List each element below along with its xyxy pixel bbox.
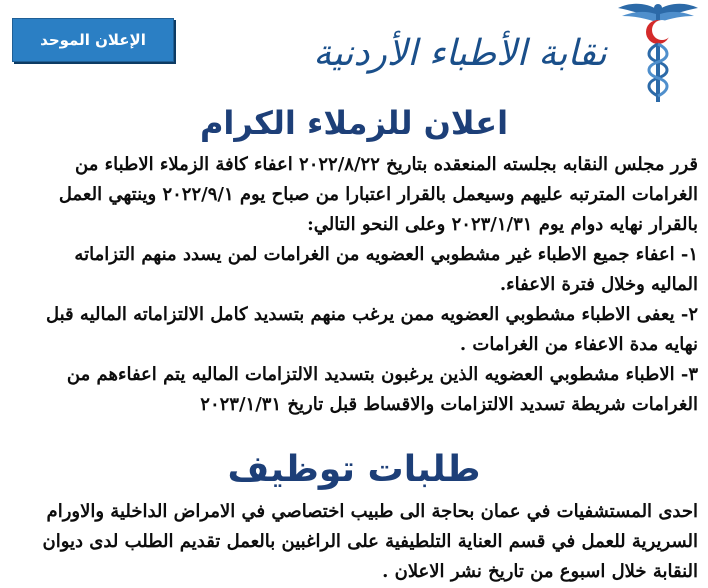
- header-banner: [12, 18, 174, 62]
- notice-1-item-1: [10, 240, 698, 300]
- notice-1-title: اعلان للزملاء الكرام: [199, 104, 509, 142]
- logo-text: نقابة الأطباء الأردنية: [313, 32, 607, 74]
- banner-label: الإعلان الموحد: [40, 31, 146, 49]
- notice-1-item-line: الغرامات شريطة تسديد الالتزامات والاقساط قبل تاريخ ٢٠٢٣/١/٣١: [200, 394, 698, 415]
- notice-2-body-line: النقابة خلال اسبوع من تاريخ نشر الاعلان .: [382, 561, 698, 582]
- notice-1-item-3: [10, 360, 698, 420]
- notice-1-item-line: ٢- يعفى الاطباء مشطوبي العضويه ممن يرغب منهم بتسديد كامل الالتزاماته الماليه قبل: [45, 304, 698, 325]
- notice-1-intro-line: بالقرار نهايه دوام يوم ٢٠٢٣/١/٣١ وعلى النحو التالي:: [307, 214, 698, 235]
- notice-1-intro: [10, 150, 698, 240]
- syndicate-logo: [290, 0, 700, 100]
- caduceus-crescent-emblem-icon: [616, 0, 700, 104]
- notice-1-intro-line: الغرامات المترتبه عليهم وسيعمل بالقرار اعتبارا من صباح يوم ٢٠٢٢/٩/١ وينتهي العمل: [58, 184, 698, 205]
- notice-2-body-line: السريرية للعمل في قسم العناية التلطيفية على الراغبين بالعمل تقديم الطلب لدى ديوان: [42, 531, 698, 552]
- notice-1-item-line: نهايه مدة الاعفاء من الغرامات .: [459, 334, 698, 355]
- notice-2-body-line: احدى المستشفيات في عمان بحاجة الى طبيب اختصاصي في الامراض الداخلية والاورام: [46, 501, 698, 522]
- notice-2-body: [10, 497, 698, 587]
- notice-2-title: طلبات توظيف: [227, 449, 481, 490]
- notice-1-item-line: ٣- الاطباء مشطوبي العضويه الذين يرغبون بتسديد الالتزامات الماليه يتم اعفاءهم من: [66, 364, 698, 385]
- notice-1-item-line: الماليه وخلال فترة الاعفاء.: [499, 274, 698, 295]
- notice-1-item-2: [10, 300, 698, 360]
- notice-1-intro-line: قرر مجلس النقابه بجلسته المنعقده بتاريخ ٢٠٢٢/٨/٢٢ اعفاء كافة الزملاء الاطباء من: [75, 154, 698, 175]
- notice-1-item-line: ١- اعفاء جميع الاطباء غير مشطوبي العضويه من الغرامات لمن يسدد منهم التزاماته: [74, 244, 698, 265]
